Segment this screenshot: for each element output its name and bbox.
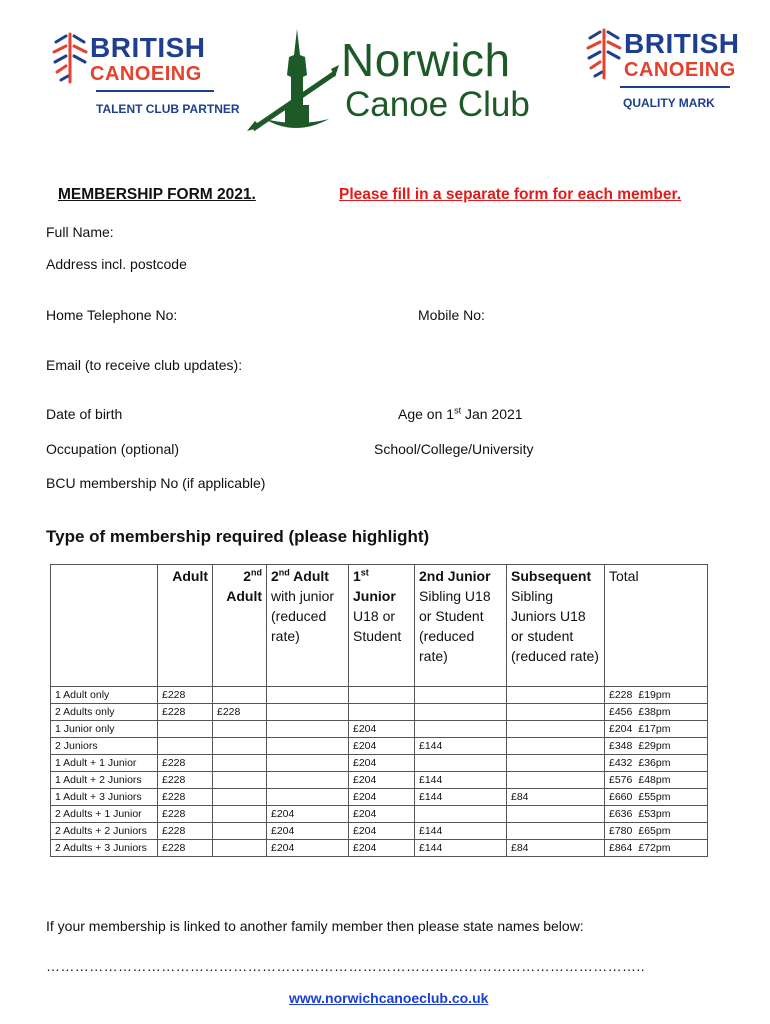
total-monthly: £53pm — [638, 808, 671, 820]
norwich-canoe-club-logo — [245, 27, 535, 132]
total-monthly: £29pm — [638, 740, 671, 752]
header-second-adult-with-junior: 2nd Adult with junior (reduced rate) — [267, 565, 349, 687]
total-cell — [605, 721, 708, 738]
second-adult-cell — [213, 823, 267, 840]
row-type: 2 Adults only — [51, 704, 158, 721]
subsequent-cell: £84 — [507, 789, 605, 806]
second-adult-junior-cell — [267, 772, 349, 789]
table-row[interactable] — [51, 704, 708, 721]
union-flag-icon — [52, 32, 92, 84]
logo-norwich-text: Norwich — [341, 34, 511, 86]
membership-table — [50, 564, 708, 857]
occupation-label: Occupation (optional) — [46, 441, 180, 457]
subsequent-cell — [507, 823, 605, 840]
header-second-junior: 2nd Junior Sibling U18 or Student (reduced rate) — [415, 565, 507, 687]
second-junior-cell: £144 — [415, 823, 507, 840]
total-annual: £864 — [609, 842, 633, 854]
row-type: 1 Adult + 3 Juniors — [51, 789, 158, 806]
second-junior-cell — [415, 806, 507, 823]
british-canoeing-quality-logo — [586, 28, 756, 118]
total-cell — [605, 704, 708, 721]
table-row[interactable] — [51, 755, 708, 772]
row-type: 1 Adult + 2 Juniors — [51, 772, 158, 789]
second-junior-cell: £144 — [415, 840, 507, 857]
total-cell — [605, 840, 708, 857]
adult-cell: £228 — [158, 789, 213, 806]
row-type: 2 Adults + 1 Junior — [51, 806, 158, 823]
second-adult-junior-cell — [267, 721, 349, 738]
total-annual: £204 — [609, 723, 633, 735]
website-link[interactable]: www.norwichcanoeclub.co.uk — [289, 990, 489, 1006]
second-adult-cell: £228 — [213, 704, 267, 721]
second-adult-junior-cell — [267, 755, 349, 772]
total-monthly: £65pm — [638, 825, 671, 837]
section-title: Type of membership required (please highlight) — [46, 527, 430, 546]
second-adult-junior-cell: £204 — [267, 840, 349, 857]
canoeist-cathedral-icon — [245, 27, 340, 132]
total-annual: £432 — [609, 757, 633, 769]
total-cell — [605, 806, 708, 823]
row-type: 2 Adults + 2 Juniors — [51, 823, 158, 840]
bcu-membership-label: BCU membership No (if applicable) — [46, 475, 266, 491]
first-junior-cell: £204 — [349, 772, 415, 789]
row-type: 2 Adults + 3 Juniors — [51, 840, 158, 857]
email-label: Email (to receive club updates): — [46, 357, 243, 373]
row-type: 2 Juniors — [51, 738, 158, 755]
adult-cell: £228 — [158, 755, 213, 772]
second-adult-junior-cell — [267, 704, 349, 721]
header-first-junior: 1st Junior U18 or Student — [349, 565, 415, 687]
table-row[interactable] — [51, 687, 708, 704]
logo-canoe-club-text: Canoe Club — [345, 85, 530, 124]
form-title: MEMBERSHIP FORM 2021. — [58, 186, 256, 203]
total-monthly: £36pm — [638, 757, 671, 769]
logo-british-text: BRITISH — [624, 28, 740, 59]
header-subsequent: Subsequent Sibling Juniors U18 or student (reduced rate) — [507, 565, 605, 687]
adult-cell: £228 — [158, 704, 213, 721]
total-cell — [605, 755, 708, 772]
logo-divider — [96, 90, 214, 92]
row-type: 1 Junior only — [51, 721, 158, 738]
adult-cell: £228 — [158, 772, 213, 789]
second-adult-junior-cell: £204 — [267, 823, 349, 840]
row-type: 1 Adult only — [51, 687, 158, 704]
second-junior-cell — [415, 755, 507, 772]
subsequent-cell — [507, 704, 605, 721]
first-junior-cell — [349, 687, 415, 704]
union-flag-icon — [586, 28, 626, 80]
first-junior-cell: £204 — [349, 721, 415, 738]
logo-divider — [620, 86, 730, 88]
adult-cell — [158, 721, 213, 738]
total-monthly: £38pm — [638, 706, 671, 718]
second-adult-cell — [213, 721, 267, 738]
subsequent-cell — [507, 738, 605, 755]
header-total: Total — [605, 565, 708, 687]
adult-cell: £228 — [158, 687, 213, 704]
total-cell — [605, 687, 708, 704]
logo-subtitle: QUALITY MARK — [623, 96, 715, 110]
adult-cell: £228 — [158, 806, 213, 823]
total-annual: £636 — [609, 808, 633, 820]
second-junior-cell — [415, 721, 507, 738]
british-canoeing-talent-logo — [52, 32, 240, 122]
home-telephone-label: Home Telephone No: — [46, 307, 178, 323]
second-adult-junior-cell — [267, 789, 349, 806]
total-annual: £660 — [609, 791, 633, 803]
header-adult: Adult — [158, 565, 213, 687]
table-row[interactable] — [51, 721, 708, 738]
total-monthly: £72pm — [638, 842, 671, 854]
address-label: Address incl. postcode — [46, 256, 187, 272]
form-instruction-note: Please fill in a separate form for each member. — [339, 186, 682, 203]
first-junior-cell: £204 — [349, 789, 415, 806]
second-adult-cell — [213, 738, 267, 755]
total-cell — [605, 738, 708, 755]
second-junior-cell: £144 — [415, 789, 507, 806]
total-monthly: £17pm — [638, 723, 671, 735]
subsequent-cell: £84 — [507, 840, 605, 857]
total-cell — [605, 772, 708, 789]
total-monthly: £19pm — [638, 689, 671, 701]
total-annual: £456 — [609, 706, 633, 718]
total-annual: £348 — [609, 740, 633, 752]
full-name-label: Full Name: — [46, 224, 114, 240]
first-junior-cell: £204 — [349, 738, 415, 755]
logo-british-text: BRITISH — [90, 32, 206, 63]
second-junior-cell: £144 — [415, 772, 507, 789]
total-cell — [605, 789, 708, 806]
row-type: 1 Adult + 1 Junior — [51, 755, 158, 772]
mobile-label: Mobile No: — [418, 307, 485, 323]
second-adult-junior-cell — [267, 687, 349, 704]
total-cell — [605, 823, 708, 840]
subsequent-cell — [507, 755, 605, 772]
total-monthly: £48pm — [638, 774, 671, 786]
table-row[interactable] — [51, 840, 708, 857]
subsequent-cell — [507, 687, 605, 704]
total-annual: £228 — [609, 689, 633, 701]
family-member-note: If your membership is linked to another family member then please state names below: — [46, 918, 584, 934]
adult-cell: £228 — [158, 823, 213, 840]
total-annual: £576 — [609, 774, 633, 786]
second-adult-cell — [213, 755, 267, 772]
table-row[interactable] — [51, 738, 708, 755]
subsequent-cell — [507, 721, 605, 738]
second-adult-cell — [213, 687, 267, 704]
table-row[interactable] — [51, 789, 708, 806]
header-second-adult: 2nd Adult — [213, 565, 267, 687]
first-junior-cell: £204 — [349, 840, 415, 857]
table-row[interactable] — [51, 823, 708, 840]
age-label: Age on 1st Jan 2021 — [398, 405, 523, 422]
date-of-birth-label: Date of birth — [46, 406, 123, 422]
second-adult-cell — [213, 772, 267, 789]
second-adult-cell — [213, 806, 267, 823]
second-adult-junior-cell: £204 — [267, 806, 349, 823]
table-row[interactable] — [51, 806, 708, 823]
adult-cell: £228 — [158, 840, 213, 857]
total-annual: £780 — [609, 825, 633, 837]
logo-canoeing-text: CANOEING — [90, 63, 202, 85]
second-junior-cell — [415, 704, 507, 721]
logo-subtitle: TALENT CLUB PARTNER — [96, 102, 240, 116]
second-junior-cell — [415, 687, 507, 704]
school-label: School/College/University — [374, 441, 534, 457]
adult-cell — [158, 738, 213, 755]
family-names-line[interactable]: …………………………………………………………………………………………………………….. — [46, 958, 645, 974]
header-type — [51, 565, 158, 687]
first-junior-cell: £204 — [349, 806, 415, 823]
second-adult-cell — [213, 789, 267, 806]
subsequent-cell — [507, 806, 605, 823]
table-body — [51, 687, 708, 857]
subsequent-cell — [507, 772, 605, 789]
total-monthly: £55pm — [638, 791, 671, 803]
table-row[interactable] — [51, 772, 708, 789]
table-header-row — [51, 565, 708, 687]
first-junior-cell — [349, 704, 415, 721]
second-adult-cell — [213, 840, 267, 857]
first-junior-cell: £204 — [349, 823, 415, 840]
second-junior-cell: £144 — [415, 738, 507, 755]
first-junior-cell: £204 — [349, 755, 415, 772]
logo-canoeing-text: CANOEING — [624, 59, 736, 81]
second-adult-junior-cell — [267, 738, 349, 755]
